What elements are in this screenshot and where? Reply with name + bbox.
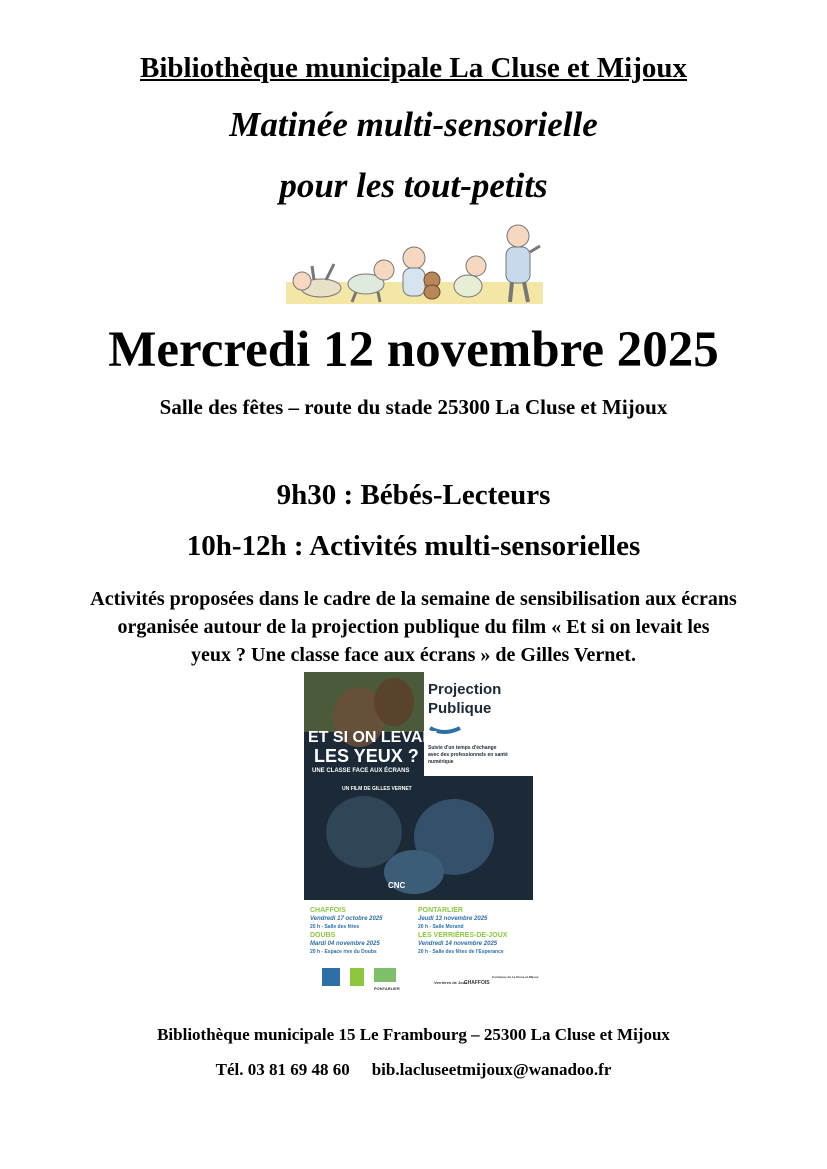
- screening-place: DOUBS: [310, 932, 336, 939]
- baby-sitting-teddy: [403, 247, 440, 299]
- event-subtitle-audience: pour les tout-petits: [279, 166, 548, 205]
- screening-place: CHAFFOIS: [310, 907, 346, 914]
- contact-line: [0, 1060, 827, 1080]
- badge-projection: Projection: [428, 681, 502, 698]
- partner-logo-label: PONTARLIER: [374, 986, 400, 991]
- screening-date: Mardi 04 novembre 2025: [310, 941, 380, 947]
- badge-note: avec des professionnels en santé: [428, 752, 508, 758]
- screening-place: PONTARLIER: [418, 907, 463, 914]
- description-line: Activités proposées dans le cadre de la semaine de sensibilisation aux écrans: [90, 588, 737, 610]
- description-line: organisée autour de la projection publique du film « Et si on levait les: [117, 616, 710, 638]
- baby-kneeling: [454, 256, 486, 297]
- film-director: UN FILM DE GILLES VERNET: [342, 786, 412, 792]
- screening-date: Vendredi 14 novembre 2025: [418, 941, 498, 947]
- badge-note: Suivie d'un temps d'échange: [428, 745, 497, 751]
- partner-logo: [374, 968, 396, 982]
- film-tagline: UNE CLASSE FACE AUX ÉCRANS: [312, 768, 410, 774]
- library-address: Bibliothèque municipale 15 Le Frambourg – 25300 La Cluse et Mijoux: [157, 1025, 670, 1044]
- screening-date: Jeudi 13 novembre 2025: [418, 916, 488, 922]
- screening-detail: 20 h - Espace rive du Doubs: [310, 949, 377, 955]
- cnc-logo: CNC: [388, 881, 406, 890]
- screening-detail: 20 h - Salle des fêtes de l'Esperance: [418, 949, 504, 955]
- partner-logo-label: Verrières de Joux: [434, 980, 468, 985]
- screening-place: LES VERRIÈRES-DE-JOUX: [418, 932, 508, 939]
- badge-note: numérique: [428, 759, 454, 765]
- event-venue: Salle des fêtes – route du stade 25300 La Cluse et Mijoux: [159, 395, 668, 419]
- phone-number: Tél. 03 81 69 48 60: [215, 1060, 350, 1079]
- schedule-item: 10h-12h : Activités multi-sensorielles: [186, 530, 641, 562]
- email-address[interactable]: bib.lacluseetmijoux@wanadoo.fr: [371, 1060, 612, 1079]
- babies-illustration: [286, 222, 543, 307]
- event-description: [0, 585, 827, 669]
- film-poster: [304, 672, 539, 998]
- description-line: yeux ? Une classe face aux écrans » de Gilles Vernet.: [191, 644, 636, 666]
- screening-detail: 20 h - Salle Morand: [418, 924, 464, 930]
- partner-logo: [322, 968, 340, 986]
- screening-detail: 20 h - Salle des fêtes: [310, 924, 360, 930]
- partner-logo-label: Commune de La Cluse-et-Mijoux: [492, 975, 539, 979]
- badge-publique: Publique: [428, 700, 492, 717]
- partner-logo: [350, 968, 364, 986]
- event-date: Mercredi 12 novembre 2025: [108, 322, 719, 378]
- schedule-item: 9h30 : Bébés-Lecteurs: [276, 479, 551, 511]
- screening-date: Vendredi 17 octobre 2025: [310, 916, 383, 922]
- event-subtitle: Matinée multi-sensorielle: [229, 105, 598, 144]
- library-title: Bibliothèque municipale La Cluse et Mijoux: [139, 52, 687, 84]
- film-title-line1: ET SI ON LEVAIT: [308, 729, 437, 746]
- partner-logo-label: CHAFFOIS: [464, 980, 490, 986]
- film-title-line2: LES YEUX ?: [314, 746, 419, 766]
